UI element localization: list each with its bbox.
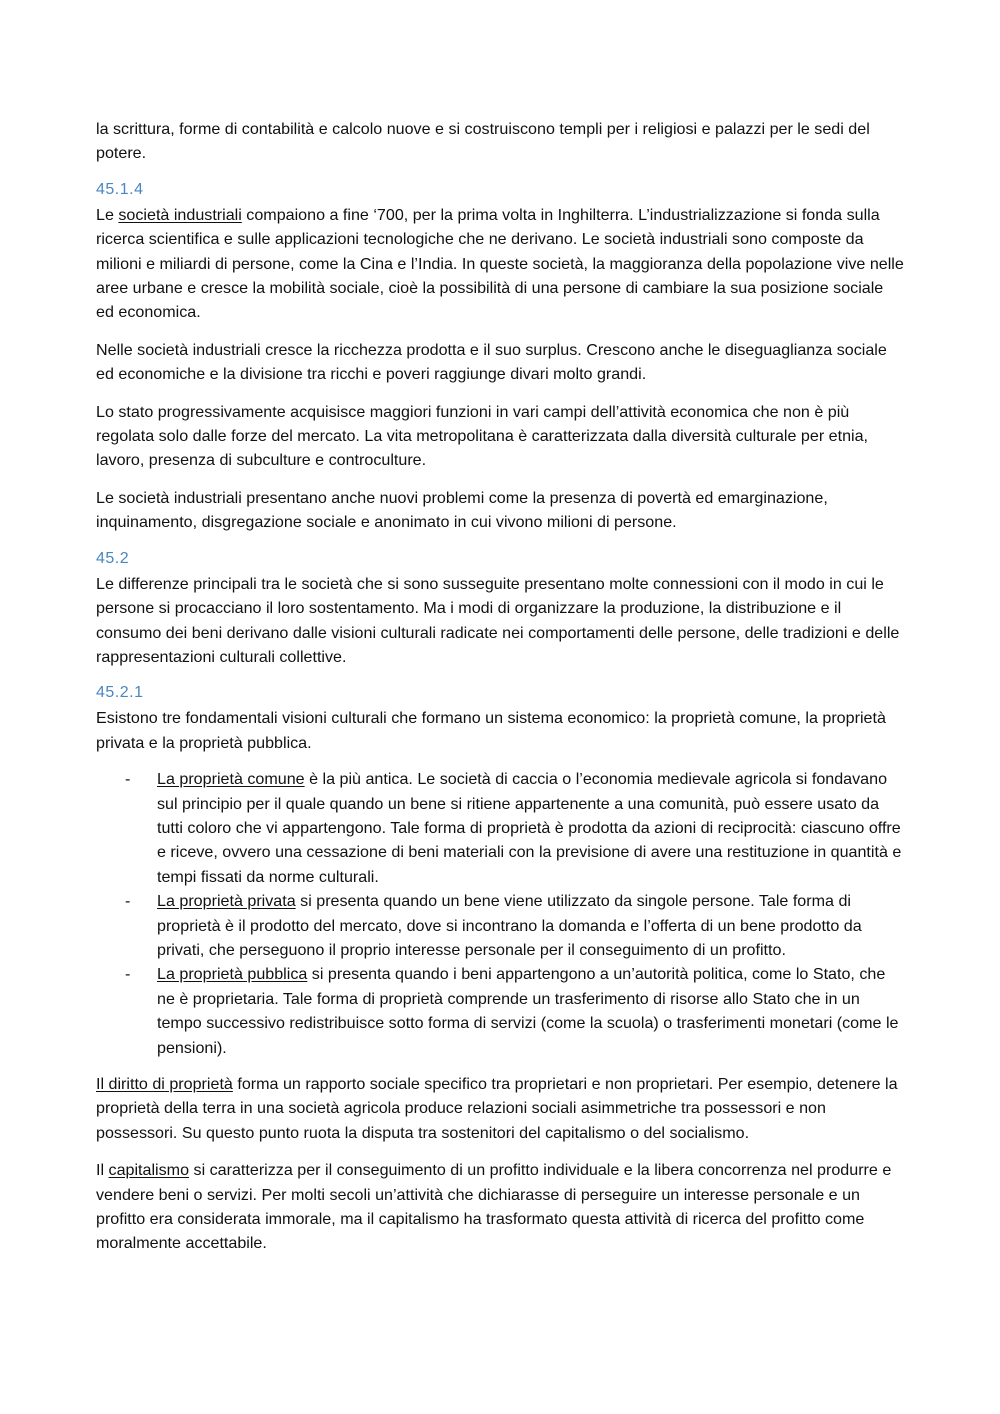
section-heading-45-1-4: 45.1.4	[96, 180, 144, 198]
list-item-text: si presenta quando un bene viene utilizzato da singole persone. Tale forma di proprietà è il prodotto del mercato, dove si incontrano la domanda e l’offerta di un bene prodotto da privati, che perseguono il proprio interesse personale per il conseguimento di un profitto.	[157, 892, 862, 959]
list-item-proprieta-comune	[96, 767, 904, 889]
list-dash: -	[125, 965, 131, 984]
industrial-societies-paragraph	[96, 203, 904, 325]
paragraph-text: compaiono a fine ‘700, per la prima volta in Inghilterra. L’industrializzazione si fonda sulla ricerca scientifica e sulle applicazioni tecnologiche che ne derivano. Le società industriali sono composte da milioni e miliardi di persone, come la Cina e l’India. In queste società, la maggioranza della popolazione vive nelle aree urbane e cresce la mobilità sociale, cioè la possibilità di una persone di cambiare la sua posizione sociale ed economica.	[96, 205, 904, 322]
paragraph-text: forma un rapporto sociale specifico tra proprietari e non proprietari. Per esempio, detenere la proprietà della terra in una società agricola produce relazioni sociali asimmetriche tra possessori e non possessori. Su questo punto ruota la disputa tra sostenitori del capitalismo o del socialismo.	[96, 1075, 898, 1142]
paragraph-text: si caratterizza per il conseguimento di un profitto individuale e la libera concorrenza nel produrre e vendere beni o servizi. Per molti secoli un’attività che dichiarasse di perseguire un interesse personale e un profitto era considerata immorale, ma il capitalismo ha trasformato questa attività di ricerca del profitto come moralmente accettabile.	[96, 1161, 892, 1253]
list-item-proprieta-privata	[96, 889, 904, 962]
list-dash: -	[125, 770, 131, 789]
wealth-paragraph: Nelle società industriali cresce la ricchezza prodotta e il suo surplus. Crescono anche le diseguaglianza sociale ed economiche e la divisione tra ricchi e poveri raggiunge divari molto grandi.	[96, 340, 887, 384]
term-diritto-di-proprieta: Il diritto di proprietà	[96, 1075, 233, 1093]
property-right-paragraph	[96, 1072, 904, 1145]
problems-paragraph: Le società industriali presentano anche nuovi problemi come la presenza di povertà ed emarginazione, inquinamento, disgregazione sociale e anonimato in cui vivono milioni di persone.	[96, 488, 828, 532]
cultural-visions-paragraph: Esistono tre fondamentali visioni culturali che formano un sistema economico: la proprietà comune, la proprietà privata e la proprietà pubblica.	[96, 709, 886, 752]
list-item-proprieta-pubblica	[96, 962, 904, 1060]
capitalism-paragraph	[96, 1158, 904, 1256]
list-dash: -	[125, 892, 131, 911]
paragraph-prefix: Le	[96, 205, 119, 224]
differences-paragraph: Le differenze principali tra le società che si sono susseguite presentano molte connessioni con il modo in cui le persone si procacciano il loro sostentamento. Ma i modi di organizzare la produzione, la distribuzione e il consumo dei beni derivano dalle visioni culturali radicate nei comportamenti delle persone, delle tradizioni e delle rappresentazioni culturali collettive.	[96, 574, 900, 666]
property-types-list	[96, 767, 904, 1060]
intro-paragraph: la scrittura, forme di contabilità e calcolo nuove e si costruiscono templi per i religiosi e palazzi per le sedi del potere.	[96, 120, 870, 163]
list-item-text: si presenta quando i beni appartengono a un’autorità politica, come lo Stato, che ne è proprietaria. Tale forma di proprietà comprende un trasferimento di risorse allo Stato che in un tempo successivo redistribuisce sotto forma di servizi (come la scuola) o trasferimenti monetari (come le pensioni).	[157, 965, 899, 1057]
section-heading-45-2-1: 45.2.1	[96, 684, 144, 702]
term-proprieta-privata: La proprietà privata	[157, 892, 296, 911]
section-heading-45-2: 45.2	[96, 549, 130, 567]
term-capitalismo: capitalismo	[108, 1161, 190, 1180]
list-item-text: è la più antica. Le società di caccia o l’economia medievale agricola si fondavano sul principio per il quale quando un bene si ritiene appartenente a una comunità, può essere usato da tutti coloro che vi appartengono. Tale forma di proprietà è prodotta da azioni di reciprocità: ciascuno offre e riceve, ovvero una cessazione di beni materiali con la previsione di avere una restituzione in quantità e tempi fissati da norme culturali.	[157, 770, 902, 886]
state-paragraph: Lo stato progressivamente acquisisce maggiori funzioni in vari campi dell’attività economica che non è più regolata solo dalle forze del mercato. La vita metropolitana è caratterizzata dalla diversità culturale per etnia, lavoro, presenza di subculture e controculture.	[96, 402, 869, 470]
term-proprieta-comune: La proprietà comune	[157, 770, 305, 789]
term-proprieta-pubblica: La proprietà pubblica	[157, 965, 308, 984]
paragraph-prefix: Il	[96, 1161, 109, 1180]
term-societa-industriali: società industriali	[118, 205, 242, 224]
